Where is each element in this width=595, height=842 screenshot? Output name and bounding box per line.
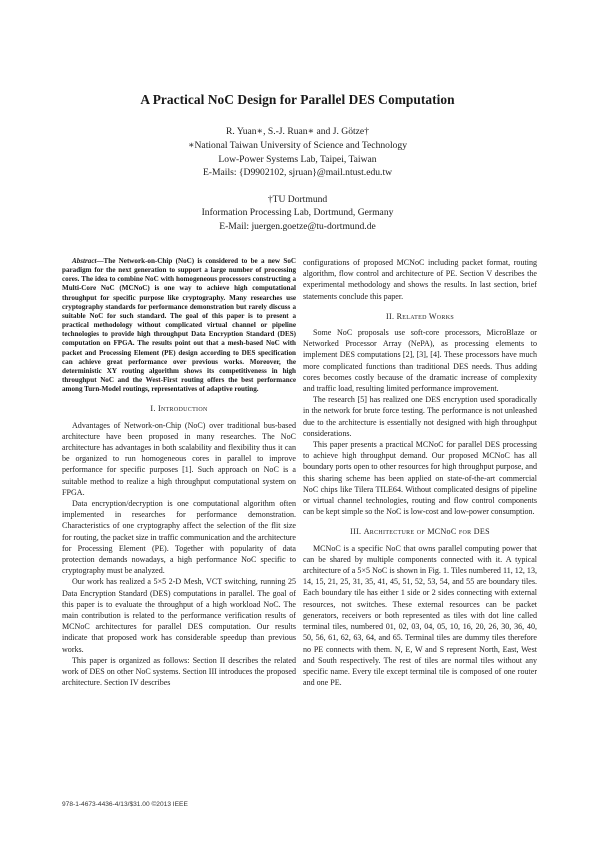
related-paragraph-2: The research [5] has realized one DES encryption used sporadically in the network for brute force testing. The performance is not unleashed due to the architecture is essentially not designed with high throughput considerations. <box>303 395 537 438</box>
intro-paragraph-4: This paper is organized as follows: Section II describes the related work of DES on other NoC systems. Section III introduces the proposed architecture. Section IV describes <box>62 655 296 688</box>
intro-paragraph-3: Our work has realized a 5×5 2-D Mesh, VCT switching, running 25 Data Encryption Standard (DES) computations in parallel. The goal of this paper is to evaluate the throughput of a high workload NoC. The main contribution is related to the performance verification results of MCNoC architectures for parallel DES computation. Our results indicate that proposed work has considerable speedup than previous works. <box>62 577 296 654</box>
section-heading-introduction: I. Introduction <box>150 404 208 414</box>
copyright-footer: 978-1-4673-4436-4/13/$31.00 ©2013 IEEE <box>62 801 188 808</box>
section-heading-architecture: III. Architecture of MCNoC for DES <box>350 527 490 537</box>
abstract-text: —The Network-on-Chip (NoC) is considered to be a new SoC paradigm for the next generation to support a large number of processing cores. The idea to combine NoC with homogeneous processors constructing a Multi-Core NoC (MCNoC) is one way to achieve high computational throughput for specific purpose like cryptography. Many researches use cryptography standards for performance demonstration but rarely discuss a suitable NoC for such standard. The goal of this paper is to present a practical methodology without complicated virtual channel or pipeline technologies to provide high throughput Data Encryption Standard (DES) computation on FPGA. The results point out that a mesh-based NoC with packet and Processing Element (PE) design according to DES specification can achieve great performance over previous works. Moreover, the deterministic XY routing algorithm shows its competitiveness in high throughput NoC and the West-First routing offers the best performance among Turn-Model routings, representatives of adaptive routing. <box>62 257 296 394</box>
related-paragraph-3: This paper presents a practical MCNoC for parallel DES processing to achieve high throughput demand. Our proposed MCNoC has all boundary ports open to other resources for high throughput purpose, and this sharing scheme has been applied on state-of-the-art commercial NoC chips like Tilera TILE64. Without complicated designs of pipeline or virtual channel technologies, routing and flow control components can be kept simple so the NoC is low-cost and low-power consumption. <box>303 440 537 517</box>
affiliation-1-lab: Low-Power Systems Lab, Taipei, Taiwan <box>218 154 377 165</box>
paper-title: A Practical NoC Design for Parallel DES Computation <box>140 92 455 107</box>
author-names: R. Yuan∗, S.-J. Ruan∗ and J. Götze† <box>226 126 369 137</box>
abstract <box>62 257 296 394</box>
abstract-lead: Abstract <box>72 257 97 265</box>
intro-paragraph-2: Data encryption/decryption is one computational algorithm often implemented in researches for performance demonstration. Characteristics of one cryptography affect the selection of the flit size for routing, the packet size in traffic communication and the architecture for Processing Element (PE). Together with popularity of data protection demands nowadays, a high performance NoC specific to cryptography must be analyzed. <box>62 498 296 576</box>
section-heading-related-works: II. Related Works <box>386 311 454 321</box>
affiliation-1-email: E-Mails: {D9902102, sjruan}@mail.ntust.edu.tw <box>202 167 393 178</box>
related-paragraph-1: Some NoC proposals use soft-core processors, MicroBlaze or Networked Processor Array (NePA), as processing elements to implement DES computations [2], [3], [4]. These processors have much more complicated functions than traditional DES needs. Thus adding cores becomes costly because of the dramatic increase of complexity and traffic load, resulting limited performance improvement. <box>303 328 537 394</box>
intro-paragraph-4-continued: configurations of proposed MCNoC including packet format, routing algorithm, flow control and architecture of PE. Section V describes the experimental methodology and shows the results. In last section, brief statements conclude this paper. <box>303 258 537 301</box>
affiliation-1: ∗National Taiwan University of Science and Technology <box>187 140 408 151</box>
affiliation-2: †TU Dortmund <box>267 194 328 205</box>
left-column <box>62 257 296 688</box>
right-column <box>303 257 537 688</box>
intro-paragraph-1: Advantages of Network-on-Chip (NoC) over traditional bus-based architecture have been proposed in many researches. The NoC architecture has advantages in both scalability and flexibility thus it can be organized to run homogeneous cores in parallel to improve performance for specific purposes [1]. Such approach on NoC is a suitable method to realize a high throughput computational system on FPGA. <box>62 420 296 497</box>
architecture-paragraph-1: MCNoC is a specific NoC that owns parallel computing power that can be shared by multiple components connected with it. A typical architecture of a 5×5 NoC is shown in Fig. 1. Tiles numbered 11, 12, 13, 14, 15, 21, 25, 31, 35, 41, 45, 51, 52, 53, 54, and 55 are boundary tiles. Each boundary tile has either 1 side or 2 sides connecting with external resources, not switches. These external resources can be packet generators, receivers or both represented as tiles with dot line called terminal tiles, numbered 01, 02, 03, 04, 05, 10, 16, 20, 26, 30, 36, 40, 50, 56, 61, 62, 63, 64, and 65. Terminal tiles are dummy tiles therefore no PE connects with them. N, E, W and S represent North, East, West and South respectively. The rest of tiles are normal tiles without any specific name. Every tile except terminal tile is composed of one router and one PE. <box>303 543 537 688</box>
affiliation-2-lab: Information Processing Lab, Dortmund, Germany <box>201 207 394 218</box>
affiliation-2-email: E-Mail: juergen.goetze@tu-dortmund.de <box>219 221 376 232</box>
